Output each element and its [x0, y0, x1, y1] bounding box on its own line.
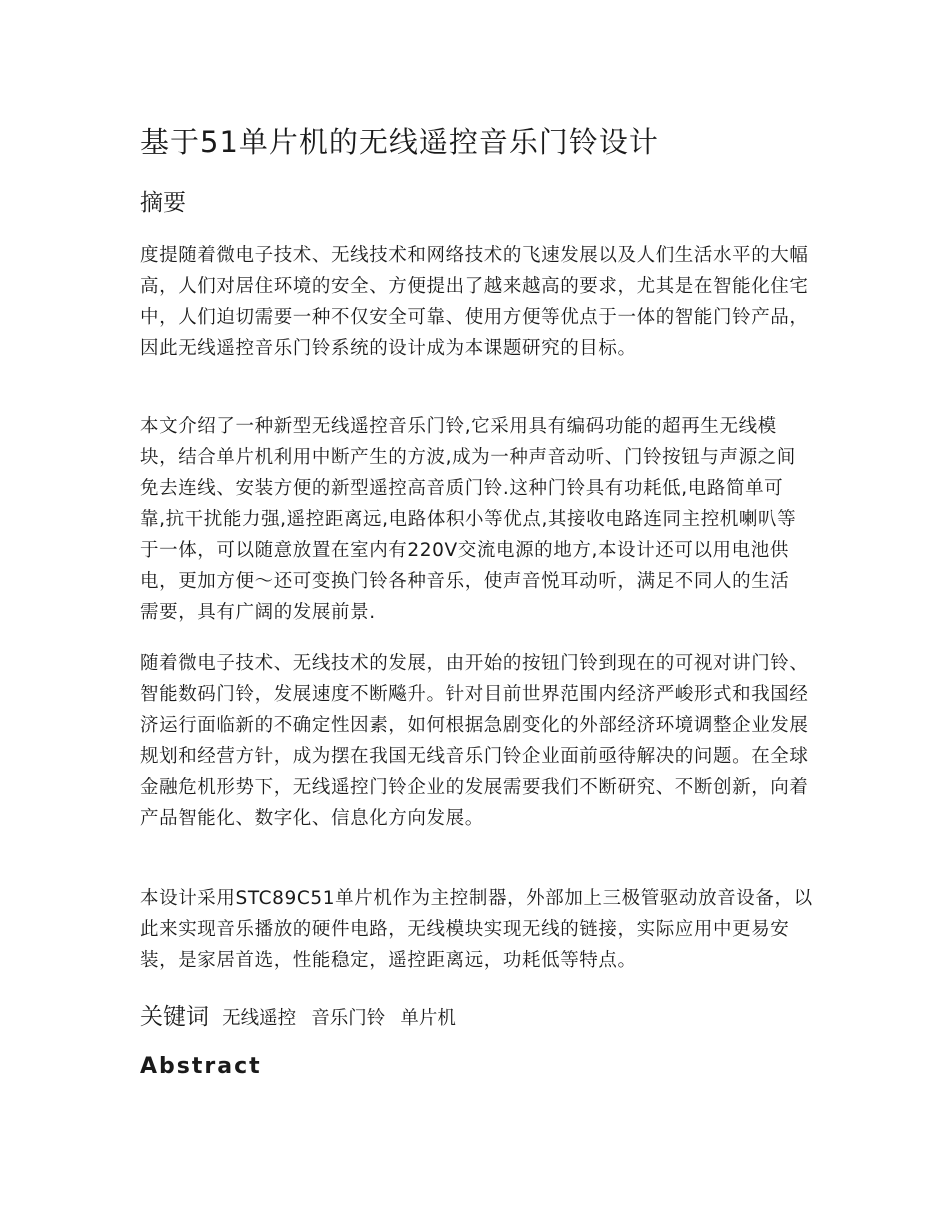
abstract-heading: 摘要: [140, 190, 186, 216]
abstract-paragraph-1: 度提随着微电子技术、无线技术和网络技术的飞速发展以及人们生活水平的大幅高，人们对居住环境的安全、方便提出了越来越高的要求，尤其是在智能化住宅中，人们迫切需要一种不仅安全可靠、使用方便等优点于一体的智能门铃产品，因此无线遥控音乐门铃系统的设计成为本课题研究的目标。: [140, 245, 809, 359]
english-abstract-heading: Abstract: [140, 1054, 262, 1079]
abstract-paragraph-3: 随着微电子技术、无线技术的发展，由开始的按钮门铃到现在的可视对讲门铃、智能数码门铃，发展速度不断飚升。针对目前世界范围内经济严峻形式和我国经济运行面临新的不确定性因素，如何根据急剧变化的外部经济环境调整企业发展规划和经营方针，成为摆在我国无线音乐门铃企业面前亟待解决的问题。在全球金融危机形势下，无线遥控门铃企业的发展需要我们不断研究、不断创新，向着产品智能化、数字化、信息化方向发展。: [140, 653, 809, 829]
keyword-term: 音乐门铃: [311, 1008, 386, 1029]
keyword-term: 无线遥控: [222, 1008, 297, 1029]
keyword-term: 单片机: [400, 1008, 456, 1029]
keywords-line: [140, 998, 466, 1031]
keywords-label: 关键词: [140, 1004, 209, 1030]
abstract-paragraph-4: 本设计采用STC89C51单片机作为主控制器，外部加上三极管驱动放音设备，以此来实现音乐播放的硬件电路，无线模块实现无线的链接，实际应用中更易安装，是家居首选，性能稳定，遥控距离远，功耗低等特点。: [140, 888, 813, 971]
abstract-paragraph-2: 本文介绍了一种新型无线遥控音乐门铃,它采用具有编码功能的超再生无线模块，结合单片机利用中断产生的方波,成为一种声音动听、门铃按钮与声源之间免去连线、安装方便的新型遥控高音质门铃.这种门铃具有功耗低,电路简单可靠,抗干扰能力强,遥控距离远,电路体积小等优点,其接收电路连同主控机喇叭等于一体，可以随意放置在室内有220V交流电源的地方,本设计还可以用电池供电，更加方便～还可变换门铃各种音乐，使声音悦耳动听，满足不同人的生活需要，具有广阔的发展前景.: [140, 416, 797, 623]
document-title: 基于51单片机的无线遥控音乐门铃设计: [140, 125, 659, 159]
